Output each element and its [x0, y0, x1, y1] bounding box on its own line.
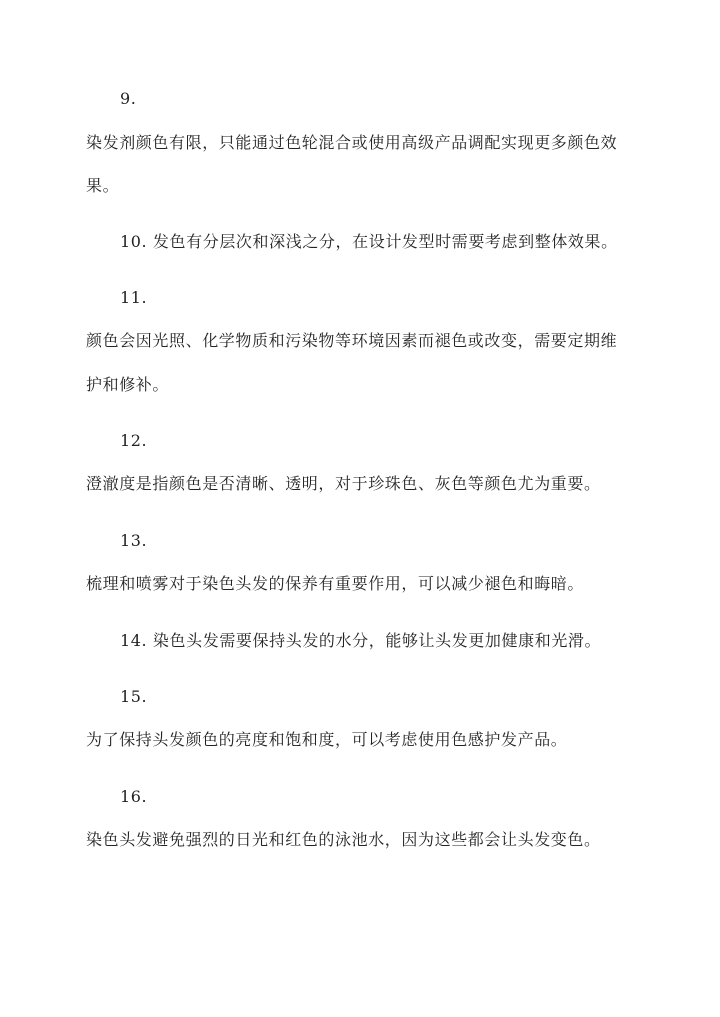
item-10-text: 10. 发色有分层次和深浅之分，在设计发型时需要考虑到整体效果。 [120, 232, 618, 251]
item-11-text-line-1: 颜色会因光照、化学物质和污染物等环境因素而褪色或改变，需要定期维 [86, 331, 618, 350]
item-9-text-line-1: 染发剂颜色有限，只能通过色轮混合或使用高级产品调配实现更多颜色效 [86, 133, 618, 152]
item-11-number: 11. [120, 288, 148, 307]
item-13-number: 13. [120, 531, 148, 550]
item-9-number: 9. [120, 89, 137, 108]
item-13-text: 梳理和喷雾对于染色头发的保养有重要作用，可以减少褪色和晦暗。 [86, 574, 585, 593]
item-15-number: 15. [120, 687, 148, 706]
item-12-number: 12. [120, 431, 148, 450]
item-16-text: 染色头发避免强烈的日光和红色的泳池水，因为这些都会让头发变色。 [86, 830, 601, 849]
item-15-text: 为了保持头发颜色的亮度和饱和度，可以考虑使用色感护发产品。 [86, 730, 568, 749]
item-16-number: 16. [120, 787, 148, 806]
item-11-text-line-2: 护和修补。 [86, 375, 170, 394]
item-14-text: 14. 染色头发需要保持头发的水分，能够让头发更加健康和光滑。 [120, 631, 602, 650]
item-9-text-line-2: 果。 [86, 176, 120, 195]
item-12-text: 澄澈度是指颜色是否清晰、透明，对于珍珠色、灰色等颜色尤为重要。 [86, 474, 601, 493]
